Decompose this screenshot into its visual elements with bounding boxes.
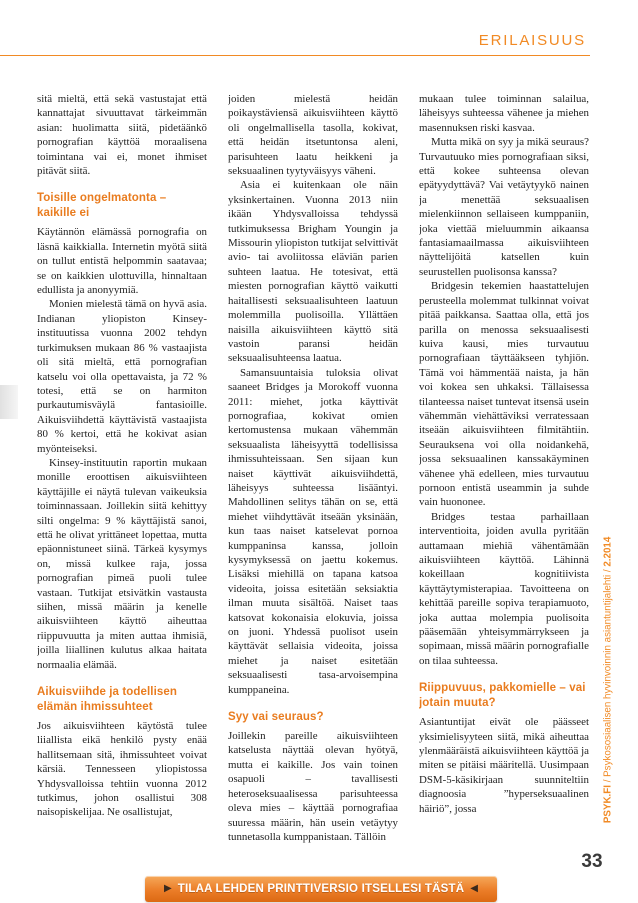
body-paragraph: Mutta mikä on syy ja mikä seuraus? Turvautuuko mies pornografiaan siksi, että kokee suhteensa olevan epätyydyttävä? Vai vetäytyykö nainen ja menettää seksuaalisen mielenkiinnon sellaiseen kumppaniin, joka viettää mieluummin aikaansa fantasiamaailmassa aikuisviihteen näyttelijöitä katsellen kuin seurustellen puolisonsa kanssa?: [419, 136, 589, 278]
body-paragraph: Asiantuntijat eivät ole päässeet yksimielisyyteen siitä, mikä aiheuttaa ylenmääräistä aikuisviihteen käyttöä ja miten se pitäisi määritellä. Uusimpaan DSM-5-käsikirjaan suunniteltiin diagnoosia ”hyperseksuaalinen häiriö”, jossa: [419, 716, 589, 815]
article-column-2: [228, 92, 398, 852]
body-paragraph: Asia ei kuitenkaan ole näin yksinkertainen. Vuonna 2013 niin ikään Yhdysvalloissa tehdyssä tutkimuksessa Brigham Youngin ja Missourin yliopiston tutkijat selvittivät avio- tai avoliitossa eläviän parien suhteen laatua. He totesivat, että miesten pornografian käyttö vaikutti haitallisesti seksuaalisuhteen laatuun molemmilla puolisoilla. Yllättäen naisilla aikuisviihteen käyttö sitä vastoin paransi heidän seksuaalisuhteensa laatua.: [228, 179, 398, 365]
brand-name: PSYK.FI: [602, 785, 614, 824]
subscribe-banner-button[interactable]: [145, 876, 497, 902]
body-paragraph: Kinsey-instituutin raportin mukaan monille eroottisen aikuisviihteen käyttäjille ei näytä tulevan vaikeuksia toiminnassaan. Joillekin siitä kehittyy silti ongelma: 9 % käyttäjistä sanoi, että he olivat yrittäneet lopettaa, mutta epäonnistuneet siinä. Tärkeä kysymys on, missä kulkee raja, jossa pornografian pimeä puoli tulee vastaan. Tutkijat etsivätkin vastausta siihen, missä määrin ja kenelle aikuisviihteen käyttö aiheuttaa riippuvuutta ja miten auttaa ihmisiä, joilla liiallinen kulutus alkaa haitata normaalia elämää.: [37, 456, 207, 671]
section-heading: Aikuisviihde ja todellisen elämän ihmissuhteet: [37, 686, 177, 714]
magazine-sidebar: [596, 536, 620, 824]
body-paragraph: mukaan tulee toiminnan salailua, läheisyys suhteessa vähenee ja miehen masennuksen riski kasvaa.: [419, 93, 589, 134]
subscribe-banner-label: TILAA LEHDEN PRINTTIVERSIO ITSELLESI TÄSTÄ: [177, 883, 465, 895]
section-heading: Syy vai seuraus?: [228, 711, 324, 724]
body-paragraph: Samansuuntaisia tuloksia olivat saaneet Bridges ja Morokoff vuonna 2011: miehet, jotka käyttivät pornografiaa, kokivat omien kertomustensa mukaan vähemmän seksuaalista läheisyyttä todellisissa ihmissuhteissaan. Sen sijaan kun naiset käyttivät aikuisviihdettä, läheisyys suhteessa lisääntyi. Mahdollinen selitys tähän on se, että miehet viihdyttävät itseään yksinään, kun taas naiset katselevat pornoa kumppaninsa kanssa, jolloin kysymyksessä on jaettu kokemus. Lisäksi miehillä on tapana katsoa videoita, joissa esitetään seksiaktia ilman muuta sisältöä. Naiset taas katsovat kokonaisia elokuvia, joissa on juoni. Yhdessä puolisot usein käyttävät sellaisia videoita, joissa miehet ja naiset esitetään seksuaalisesti tasa-arvoisempina kumppaneina.: [228, 366, 398, 696]
issue-number: 2.2014: [602, 536, 614, 567]
page-edge-shadow: [0, 385, 18, 419]
body-paragraph: Monien mielestä tämä on hyvä asia. Indianan yliopiston Kinsey-instituutissa vuonna 2002 tehdyn turkimuksen mukaan 86 % vastaajista oli sitä mieltä, että pornografian katselu voi olla opettavaista, ja 72 % totesi, että se on harmiton purkautumisväylä fantasioille. Aikuisviihdettä käyttävistä vastaajista 80 % kertoi, että he kokivat asian myönteiseksi.: [37, 298, 207, 455]
arrow-left-icon: ◀: [470, 883, 478, 894]
sidebar-text: [603, 537, 613, 823]
article-column-3: [419, 92, 589, 852]
section-heading: Riippuvuus, pakkomielle – vai jotain muuta?: [419, 682, 586, 710]
body-paragraph: Jos aikuisviihteen käytöstä tulee liiallista eikä henkilö pysty enää hallitsemaan sitä, ihmissuhteet voivat kärsiä. Tennesseen yliopistossa Yhdysvalloissa tehtiin vuonna 2012 tutkimus, johon osallistui 308 naisopiskelijaa. Ne osallistujat,: [37, 720, 207, 819]
article-column-1: [37, 92, 207, 852]
magazine-description: / Psykososiaalisen hyvinvoinnin asiantuntijalehti /: [602, 566, 614, 786]
body-paragraph: Bridges testaa parhaillaan interventioita, joiden avulla pyritään auttamaan miehiä vähentämään aikuisviihteen käyttöä. Lähinnä kokeillaan kognitiivista käyttäytymisterapiaa. Tavoitteena on kehittää pareille sopiva terapiamuoto, joka auttaa molempia puolisoita pääsemään yhteisymmärrykseen ja sopimaan, missä määrin pornografialle on tilaa suhteessa.: [419, 510, 589, 667]
body-paragraph: Joillekin pareille aikuisviihteen katselusta näyttää olevan hyötyä, mutta ei kaikille. Jos vain toinen osapuoli – tavallisesti heteroseksuaalisessa parisuhteessa oleva mies – käyttää pornografiaa suuressa määrin, hän usein vetäytyy tunnetasolla kumppanistaan. Tällöin: [228, 730, 398, 843]
body-paragraph: joiden mielestä heidän poikaystäviensä aikuisviihteen käyttö oli ongelmallisella tasolla, kokivat, että heidän itsetuntonsa aleni, parisuhteen laatu heikkeni ja seksuaalinen tyytyväisyys väheni.: [228, 93, 398, 178]
body-paragraph: sitä mieltä, että sekä vastustajat että kannattajat sivuuttavat tärkeimmän asian: huolimatta siitä, pidetäänkö pornografian käyttöä moraalisena toimintana vai ei, monet ihmiset pitävät siitä.: [37, 93, 207, 178]
body-paragraph: Bridgesin tekemien haastattelujen perusteella molemmat tulkinnat voivat pitää paikkansa. Saattaa olla, että jos parilla on menossa seksuaalisesti kuiva kausi, mies turvautuu pornografiaan täyttääkseen tyhjiön. Tämä voi hämmentää naista, ja hän voi kokea sen uhkaksi. Tällaisessa tilanteessa naiset tuntevat itsensä usein vähemmän viehättäviksi verratessaan itseään aikuisviihteen filmitähtiin. Seurauksena voi olla noidankehä, jossa seksuaalinen kanssakäyminen vähenee yhä edelleen, mies turvautuu pornoon entistä useammin ja suhde vain huononee.: [419, 280, 589, 509]
section-heading: Toisille ongelmatonta – kaikille ei: [37, 192, 167, 220]
section-title: ERILAISUUS: [478, 32, 586, 49]
page-number: 33: [581, 851, 603, 872]
body-paragraph: Käytännön elämässä pornografia on läsnä kaikkialla. Internetin myötä siitä on tullut entistä helpommin saatavaa; se on kaikkien ulottuvilla, hinnaltaan edullista ja anonyymiä.: [37, 226, 207, 297]
arrow-right-icon: ▶: [164, 883, 172, 894]
header-divider: [0, 55, 590, 56]
